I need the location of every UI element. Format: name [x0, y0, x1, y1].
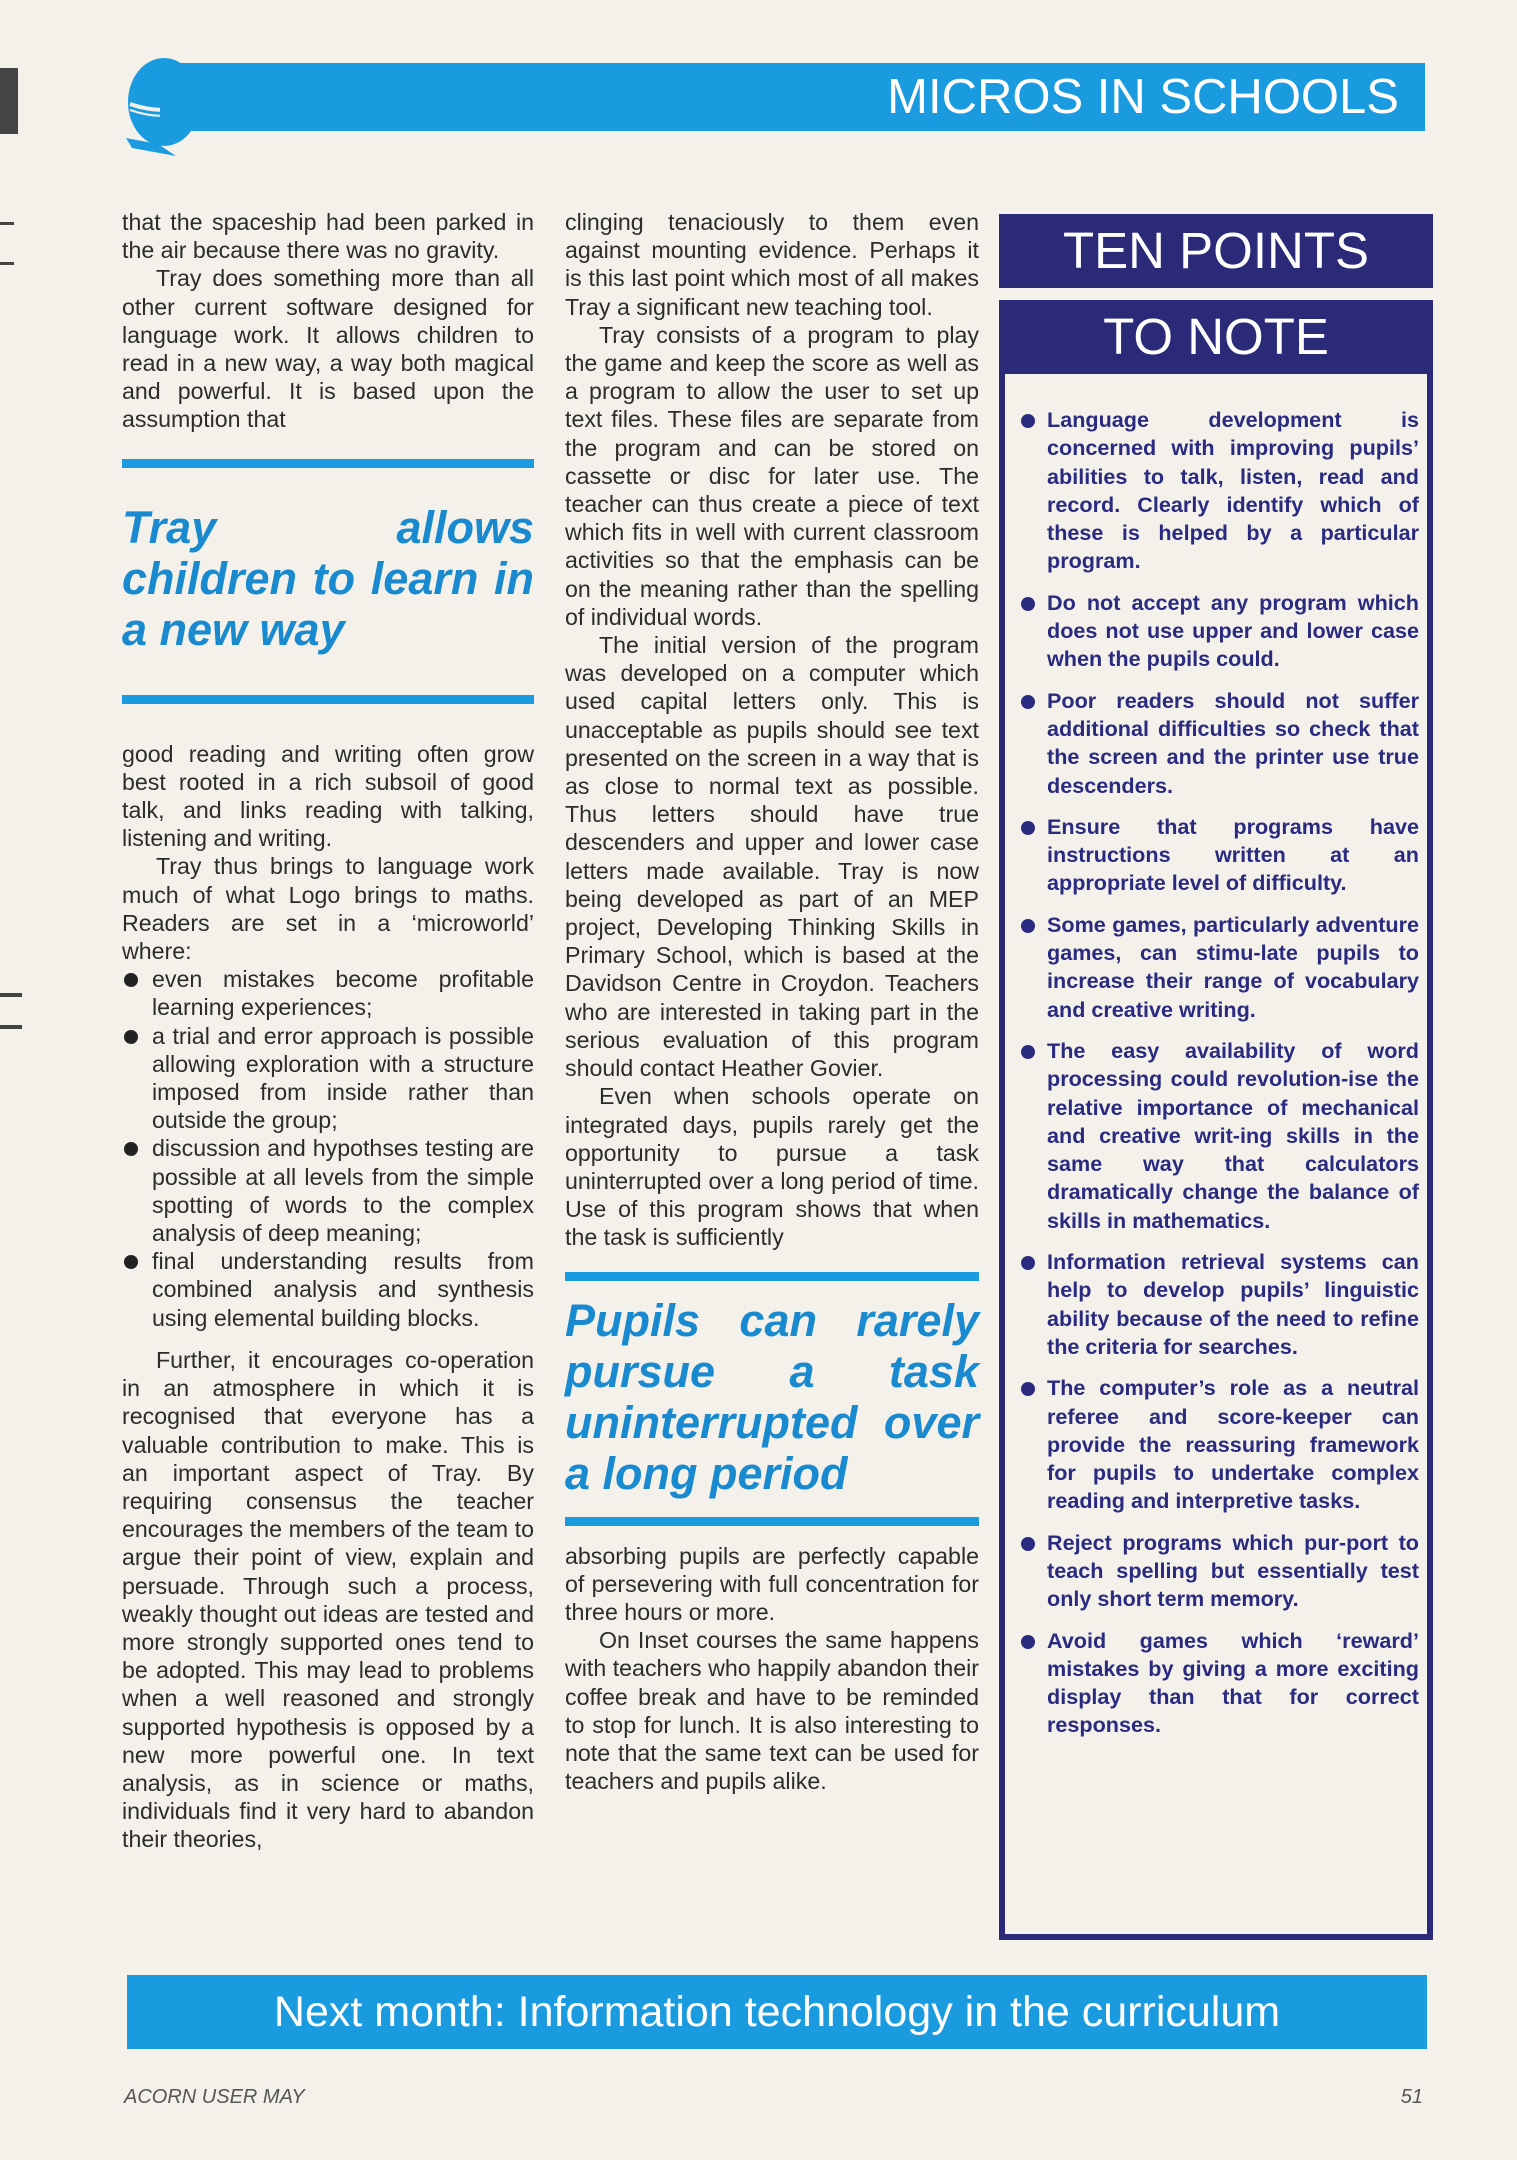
section-title: MICROS IN SCHOOLS [887, 70, 1399, 124]
paragraph: Even when schools operate on integrated days, pupils rarely get the opportunity to pursue a task uninterrupted over a long period of time. Use of this program shows that when the task is sufficiently [565, 1083, 979, 1251]
paragraph: Tray consists of a program to play the game and keep the score as well as a program to allow the user to set up text files. These files are separate from the program and can be stored on cassette or disc for later use. The teacher can thus create a piece of text which fits in well with current classroom activities so that the emphasis can be on the meaning rather than the spelling of individual words. [565, 321, 979, 630]
column-2 [565, 208, 979, 1795]
pull-quote-rule [122, 695, 534, 704]
list-item: Some games, particularly adventure games, can stimu-late pupils to increase their range of vocabulary and creative writing. [1017, 911, 1419, 1024]
paragraph: On Inset courses the same happens with teachers who happily abandon their coffee break and have to be reminded to stop for lunch. It is also interesting to note that the same text can be used for teachers and pupils alike. [565, 1627, 979, 1795]
points-list [1017, 406, 1419, 1740]
pull-quote-rule [565, 1517, 979, 1526]
paragraph: that the spaceship had been parked in the air because there was no gravity. [122, 209, 534, 264]
list-item: a trial and error approach is possible allowing exploration with a structure imposed from inside rather than outside the group; [122, 1022, 534, 1135]
list-item: Language development is concerned with improving pupils’ abilities to talk, listen, read and record. Clearly identify which of these is helped by a particular program. [1017, 406, 1419, 576]
list-item: Poor readers should not suffer additional difficulties so check that the screen and the printer use true descenders. [1017, 687, 1419, 800]
pull-quote: Tray allows children to learn in a new way [122, 501, 534, 655]
ten-points-box [999, 214, 1433, 1956]
edge-mark [0, 222, 14, 225]
list-item: final understanding results from combined analysis and synthesis using elemental building blocks. [122, 1247, 534, 1332]
list-item: Information retrieval systems can help to develop pupils’ linguistic ability because of the need to refine the criteria for searches. [1017, 1248, 1419, 1361]
edge-mark [0, 993, 22, 997]
list-item: The computer’s role as a neutral referee and score-keeper can provide the reassuring framework for pupils to undertake complex reading and interpretive tasks. [1017, 1374, 1419, 1515]
paragraph: Further, it encourages co-operation in an atmosphere in which it is recognised that everyone has a valuable contribution to make. This is an important aspect of Tray. By requiring consensus the teacher encourages the members of the team to argue their point of view, explain and persuade. Through such a process, weakly thought out ideas are tested and more strongly supported ones tend to be adopted. This may lead to problems when a well reasoned and strongly supported hypothesis is opposed by a new more powerful one. In text analysis, as in science or maths, individuals find it very hard to abandon their theories, [122, 1346, 534, 1853]
paragraph: The initial version of the program was developed on a computer which used capital letters only. This is unacceptable as pupils should see text presented on the screen in a way that is as close to normal text as possible. Thus letters should have true descenders and upper and lower case letters made available. Tray is now being developed as part of an MEP project, Developing Thinking Skills in Primary School, which is based at the Davidson Centre in Croydon. Teachers who are interested in taking part in the serious evaluation of this program should contact Heather Govier. [565, 632, 979, 1082]
bullet-list [122, 965, 534, 1332]
paragraph: good reading and writing often grow best rooted in a rich subsoil of good talk, and links reading with talking, listening and writing. [122, 740, 534, 852]
paragraph: Tray thus brings to language work much of what Logo brings to maths. Readers are set in a ‘microworld’ where: [122, 853, 534, 965]
list-item: Avoid games which ‘reward’ mistakes by giving a more exciting display than that for correct responses. [1017, 1627, 1419, 1740]
column-1 [122, 208, 534, 1854]
edge-mark [0, 68, 18, 134]
pull-quote: Pupils can rarely pursue a task uninterrupted over a long period [565, 1294, 979, 1499]
publication-name: ACORN USER MAY [124, 2086, 305, 2108]
edge-mark [0, 262, 14, 265]
header-bar [160, 63, 1425, 131]
paragraph: Tray does something more than all other current software designed for language work. It allows children to read in a new way, a way both magical and powerful. It is based upon the assumption that [122, 265, 534, 433]
box-title: TO NOTE [999, 300, 1433, 374]
list-item: Do not accept any program which does not use upper and lower case when the pupils could. [1017, 589, 1419, 674]
list-item: The easy availability of word processing could revolution-ise the relative importance of mechanical and creative writ-ing skills in the same way that calculators dramatically change the balance of skills in mathematics. [1017, 1037, 1419, 1235]
pull-quote-rule [565, 1272, 979, 1281]
paragraph: clinging tenaciously to them even against mounting evidence. Perhaps it is this last point which most of all makes Tray a significant new teaching tool. [565, 209, 979, 320]
list-item: Ensure that programs have instructions written at an appropriate level of difficulty. [1017, 813, 1419, 898]
next-month-banner: Next month: Information technology in the curriculum [127, 1975, 1427, 2049]
box-title: TEN POINTS [999, 214, 1433, 288]
page-number: 51 [1400, 2086, 1423, 2108]
list-item: even mistakes become profitable learning experiences; [122, 965, 534, 1021]
list-item: Reject programs which pur-port to teach spelling but essentially test only short term memory. [1017, 1529, 1419, 1614]
paragraph: absorbing pupils are perfectly capable of persevering with full concentration for three hours or more. [565, 1542, 979, 1625]
list-item: discussion and hypothses testing are possible at all levels from the simple spotting of words to the complex analysis of deep meaning; [122, 1134, 534, 1247]
pull-quote-rule [122, 459, 534, 468]
box-body [999, 374, 1433, 1940]
edge-mark [0, 1025, 22, 1029]
